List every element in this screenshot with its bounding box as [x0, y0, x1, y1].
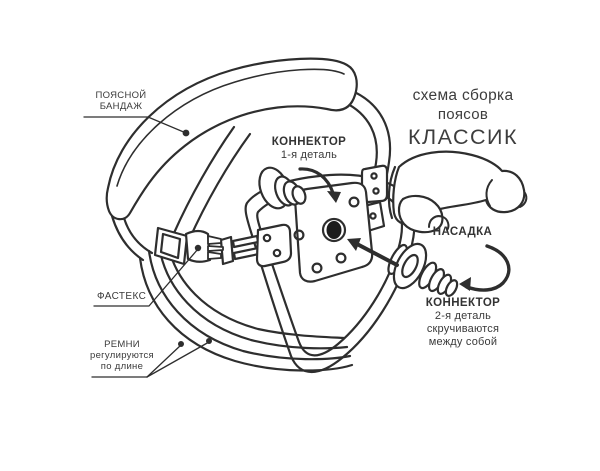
connector-2-note-line2: между собой — [428, 335, 498, 348]
straps-label — [84, 340, 160, 373]
title-line-2: поясов — [437, 106, 489, 123]
connector-2-note-line1: скручиваются — [426, 322, 500, 335]
waist-band-label-line1: ПОЯСНОЙ — [95, 90, 147, 101]
connector-2-detail: 2-я деталь — [434, 310, 492, 323]
waist-band-label-line2: БАНДАЖ — [99, 100, 143, 112]
title-line-3: КЛАССИК — [407, 125, 519, 149]
waist-band-label — [86, 91, 156, 113]
fastex-label — [97, 291, 146, 303]
fastex-name: ФАСТЕКС — [97, 291, 147, 302]
title-line-1: схема сборка — [412, 87, 514, 104]
straps-label-line1: РЕМНИ — [104, 339, 140, 350]
connector-1-name: КОННЕКТОР — [271, 136, 347, 148]
connector-2-name: КОННЕКТОР — [425, 297, 501, 309]
straps-label-line3: по длине — [100, 360, 144, 372]
straps-label-line2: регулируются — [89, 349, 154, 361]
attachment-arrow — [459, 246, 509, 291]
diagram-title — [396, 87, 530, 150]
waist-belt-left-strap — [112, 216, 152, 260]
attachment-label — [420, 226, 505, 239]
attachment-name: НАСАДКА — [432, 226, 493, 238]
connector-2-label — [405, 297, 521, 348]
connector-1-label — [260, 136, 358, 162]
connector-1-detail: 1-я деталь — [280, 149, 338, 162]
attachment-dildo — [389, 152, 527, 233]
